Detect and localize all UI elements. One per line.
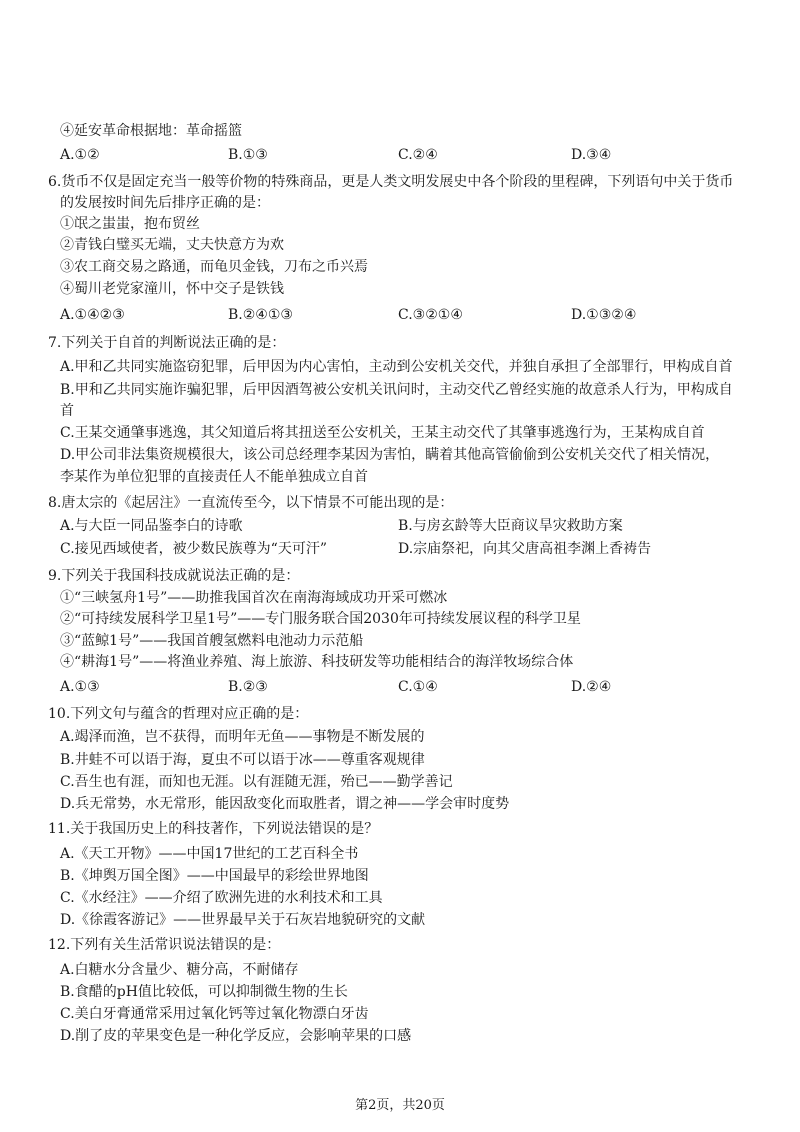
q10-stem: 10.下列文句与蕴含的哲理对应正确的是：	[48, 706, 309, 722]
q6-item-3: ③农工商交易之路通，而龟贝金钱，刀布之币兴焉	[60, 259, 368, 275]
q11-option-d: D.《徐霞客游记》——世界最早关于石灰岩地貌研究的文献	[60, 912, 426, 928]
q10-option-b: B.井蛙不可以语于海，夏虫不可以语于冰——尊重客观规律	[60, 752, 425, 768]
q8-option-c: C.接见西域使者，被少数民族尊为“天可汗”	[60, 541, 327, 557]
q7-option-c: C.王某交通肇事逃逸，其父知道后将其扭送至公安机关，王某主动交代了其肇事逃逸行为，王某构成自首	[60, 425, 705, 441]
q8-option-d: D.宗庙祭祀，向其父唐高祖李渊上香祷告	[398, 541, 652, 557]
q7-option-b-cont: 首	[60, 403, 74, 419]
q7-option-d-cont: 李某作为单位犯罪的直接责任人不能单独成立自首	[60, 469, 368, 485]
q6-stem: 6.货币不仅是固定充当一般等价物的特殊商品，更是人类文明发展史中各个阶段的里程碑，下列语句中关于货币	[48, 174, 734, 190]
q5-option-c: C.②④	[398, 147, 438, 163]
q9-option-a: A.①③	[60, 679, 100, 695]
q12-option-c: C.美白牙膏通常采用过氧化钙等过氧化物漂白牙齿	[60, 1006, 369, 1022]
q5-option-b: B.①③	[228, 147, 268, 163]
q6-item-4: ④蜀川老党家潼川，怀中交子是铁钱	[60, 281, 284, 297]
page-number: 第2页，共20页	[355, 1098, 445, 1113]
q7-option-a: A.甲和乙共同实施盗窃犯罪，后甲因为内心害怕，主动到公安机关交代，并独自承担了全部罪行，甲构成自首	[60, 359, 733, 375]
q5-option-d: D.③④	[571, 147, 612, 163]
q11-option-c: C.《水经注》——介绍了欧洲先进的水利技术和工具	[60, 890, 383, 906]
q6-option-d: D.①③②④	[571, 307, 637, 323]
q9-item-3: ③“蓝鲸1号”——我国首艘氢燃料电池动力示范船	[60, 633, 364, 649]
q6-item-2: ②青钱白璧买无端，丈夫快意方为欢	[60, 237, 284, 253]
q10-option-c: C.吾生也有涯，而知也无涯。以有涯随无涯，殆已——勤学善记	[60, 774, 453, 790]
q6-option-b: B.②④①③	[228, 307, 293, 323]
q11-stem: 11.关于我国历史上的科技著作，下列说法错误的是？	[48, 821, 379, 837]
q8-stem: 8.唐太宗的《起居注》一直流传至今，以下情景不可能出现的是：	[48, 495, 454, 511]
q6-item-1: ①氓之蚩蚩，抱布贸丝	[60, 216, 200, 232]
q7-option-b: B.甲和乙共同实施诈骗犯罪，后甲因酒驾被公安机关讯问时，主动交代乙曾经实施的故意杀人行为，甲构成自	[60, 382, 733, 398]
q9-item-2: ②“可持续发展科学卫星1号”——专门服务联合国2030年可持续发展议程的科学卫星	[60, 611, 581, 627]
q6-option-a: A.①④②③	[60, 307, 125, 323]
q10-option-a: A.竭泽而渔，岂不获得，而明年无鱼——事物是不断发展的	[60, 729, 425, 745]
q9-stem: 9.下列关于我国科技成就说法正确的是：	[48, 568, 300, 584]
q8-option-b: B.与房玄龄等大臣商议旱灾救助方案	[398, 518, 623, 534]
q9-option-d: D.②④	[571, 679, 612, 695]
q6-option-c: C.③②①④	[398, 307, 463, 323]
q12-option-b: B.食醋的pH值比较低，可以抑制微生物的生长	[60, 984, 348, 1000]
q9-option-b: B.②③	[228, 679, 268, 695]
q7-stem: 7.下列关于自首的判断说法正确的是：	[48, 335, 286, 351]
q12-stem: 12.下列有关生活常识说法错误的是：	[48, 937, 281, 953]
q6-stem-cont: 的发展按时间先后排序正确的是：	[60, 195, 270, 211]
q5-option-a: A.①②	[60, 147, 100, 163]
q12-option-a: A.白糖水分含量少、糖分高，不耐储存	[60, 962, 299, 978]
q11-option-a: A.《天工开物》——中国17世纪的工艺百科全书	[60, 846, 359, 862]
q11-option-b: B.《坤舆万国全图》——中国最早的彩绘世界地图	[60, 868, 369, 884]
q8-option-a: A.与大臣一同品鉴李白的诗歌	[60, 518, 243, 534]
q12-option-d: D.削了皮的苹果变色是一种化学反应，会影响苹果的口感	[60, 1028, 412, 1044]
q9-item-4: ④“耕海1号”——将渔业养殖、海上旅游、科技研发等功能相结合的海洋牧场综合体	[60, 654, 574, 670]
q7-option-d: D.甲公司非法集资规模很大，该公司总经理李某因为害怕，瞒着其他高管偷偷到公安机关交代了相关情况，	[60, 447, 720, 463]
q10-option-d: D.兵无常势，水无常形，能因敌变化而取胜者，谓之神——学会审时度势	[60, 796, 510, 812]
q9-item-1: ①“三峡氢舟1号”——助推我国首次在南海海域成功开采可燃冰	[60, 590, 448, 606]
q5-item-4: ④延安革命根据地：革命摇篮	[60, 123, 242, 139]
q9-option-c: C.①④	[398, 679, 438, 695]
